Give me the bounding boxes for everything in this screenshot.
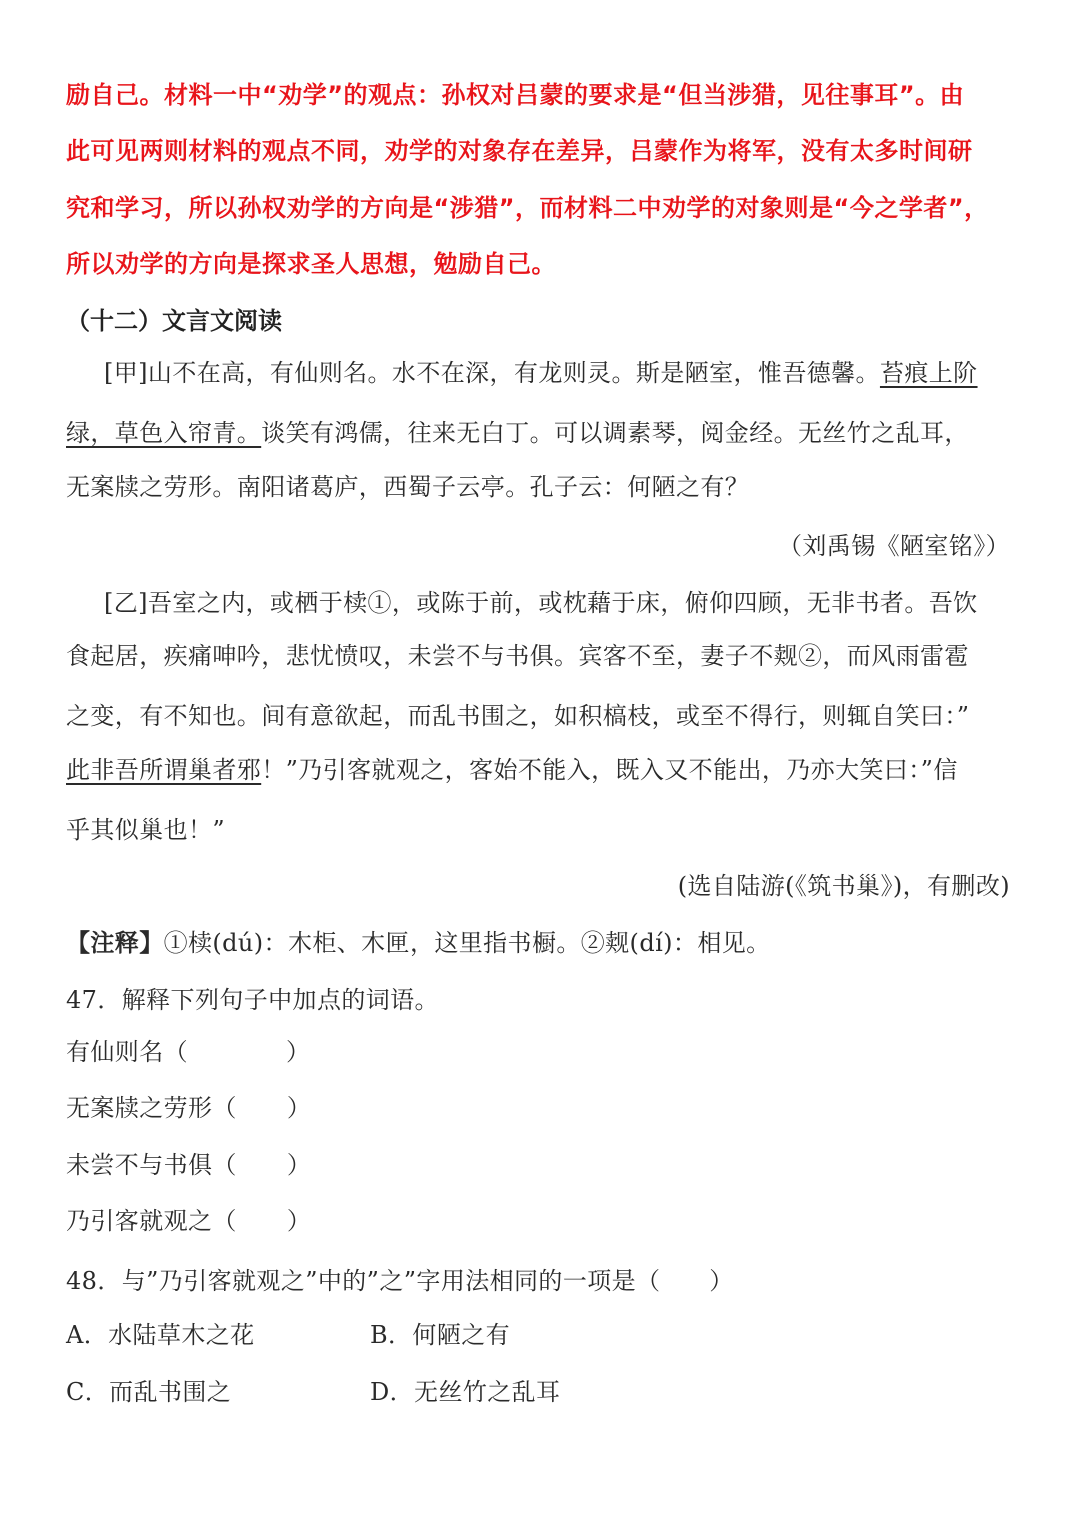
answer-line: 所以劝学的方向是探求圣人思想，勉励自己。 bbox=[66, 250, 556, 278]
question-47-item bbox=[66, 1206, 311, 1236]
option-c[interactable]: C．而乱书围之 bbox=[66, 1378, 232, 1406]
underlined-sentence: 绿，草色入帘青。 bbox=[66, 419, 262, 447]
passage-jia-source: （刘禹锡《陋室铭》） bbox=[778, 532, 1010, 560]
notes-label: 【注释】 bbox=[66, 928, 164, 957]
answer-line: 励自己。材料一中“劝学”的观点：孙权对吕蒙的要求是“但当涉猎，见往事耳”。由 bbox=[66, 81, 965, 109]
item-text: 有仙则名（ bbox=[66, 1038, 188, 1066]
question-47-item bbox=[66, 1150, 311, 1180]
answer-line: 此可见两则材料的观点不同，劝学的对象存在差异，吕蒙作为将军，没有太多时间研 bbox=[66, 137, 973, 165]
item-text: 未尝不与书俱（ bbox=[66, 1151, 237, 1179]
passage-yi-line: 乎其似巢也！” bbox=[66, 816, 226, 844]
item-close: ） bbox=[286, 1207, 312, 1235]
notes bbox=[66, 928, 771, 958]
option-d[interactable]: D．无丝竹之乱耳 bbox=[370, 1378, 561, 1406]
passage-yi-line: [乙]吾室之内，或栖于椟①，或陈于前，或枕藉于床，俯仰四顾，无非书者。吾饮 bbox=[104, 589, 978, 617]
passage-jia-text: 谈笑有鸿儒，往来无白丁。可以调素琴，阅金经。无丝竹之乱耳， bbox=[261, 419, 969, 447]
item-text: 乃引客就观之（ bbox=[66, 1207, 237, 1235]
item-close: ） bbox=[286, 1151, 312, 1179]
question-47-item bbox=[66, 1093, 311, 1123]
item-text: 无案牍之劳形（ bbox=[66, 1094, 237, 1122]
passage-yi-line: 食起居，疾痛呻吟，悲忧愤叹，未尝不与书俱。宾客不至，妻子不觌②，而风雨雷雹 bbox=[66, 642, 969, 670]
option-b[interactable]: B．何陋之有 bbox=[370, 1321, 511, 1349]
answer-line: 究和学习，所以孙权劝学的方向是“涉猎”，而材料二中劝学的对象则是“今之学者”， bbox=[66, 194, 989, 222]
passage-yi-line: 之变，有不知也。间有意欲起，而乱书围之，如积槁枝，或至不得行，则辄自笑曰：” bbox=[66, 702, 970, 730]
passage-yi-line bbox=[66, 755, 958, 785]
passage-yi-source: (选自陆游(《筑书巢》)，有删改) bbox=[677, 872, 1010, 900]
underlined-sentence: 此非吾所谓巢者邪 bbox=[66, 756, 262, 784]
item-close: ） bbox=[286, 1038, 311, 1066]
passage-jia-line bbox=[104, 358, 978, 388]
question-47-item bbox=[66, 1037, 310, 1067]
question-48-stem: 48．与”乃引客就观之”中的”之”字用法相同的一项是（ ） bbox=[66, 1267, 734, 1295]
option-a[interactable]: A．水陆草木之花 bbox=[66, 1321, 255, 1349]
passage-jia-text: [甲]山不在高，有仙则名。水不在深，有龙则灵。斯是陋室，惟吾德馨。 bbox=[104, 359, 880, 387]
passage-yi-text: ！”乃引客就观之，客始不能入，既入又不能出，乃亦大笑曰：”信 bbox=[261, 756, 958, 784]
underlined-sentence: 苔痕上阶 bbox=[879, 359, 978, 387]
question-47-stem: 47．解释下列句子中加点的词语。 bbox=[66, 986, 439, 1014]
passage-jia-line: 无案牍之劳形。南阳诸葛庐，西蜀子云亭。孔子云：何陋之有？ bbox=[66, 473, 750, 501]
item-close: ） bbox=[286, 1094, 312, 1122]
passage-jia-line bbox=[66, 418, 969, 448]
section-title: （十二）文言文阅读 bbox=[66, 307, 282, 335]
notes-text: ①椟(dú)：木柜、木匣，这里指书橱。②觌(dí)：相见。 bbox=[163, 929, 771, 957]
